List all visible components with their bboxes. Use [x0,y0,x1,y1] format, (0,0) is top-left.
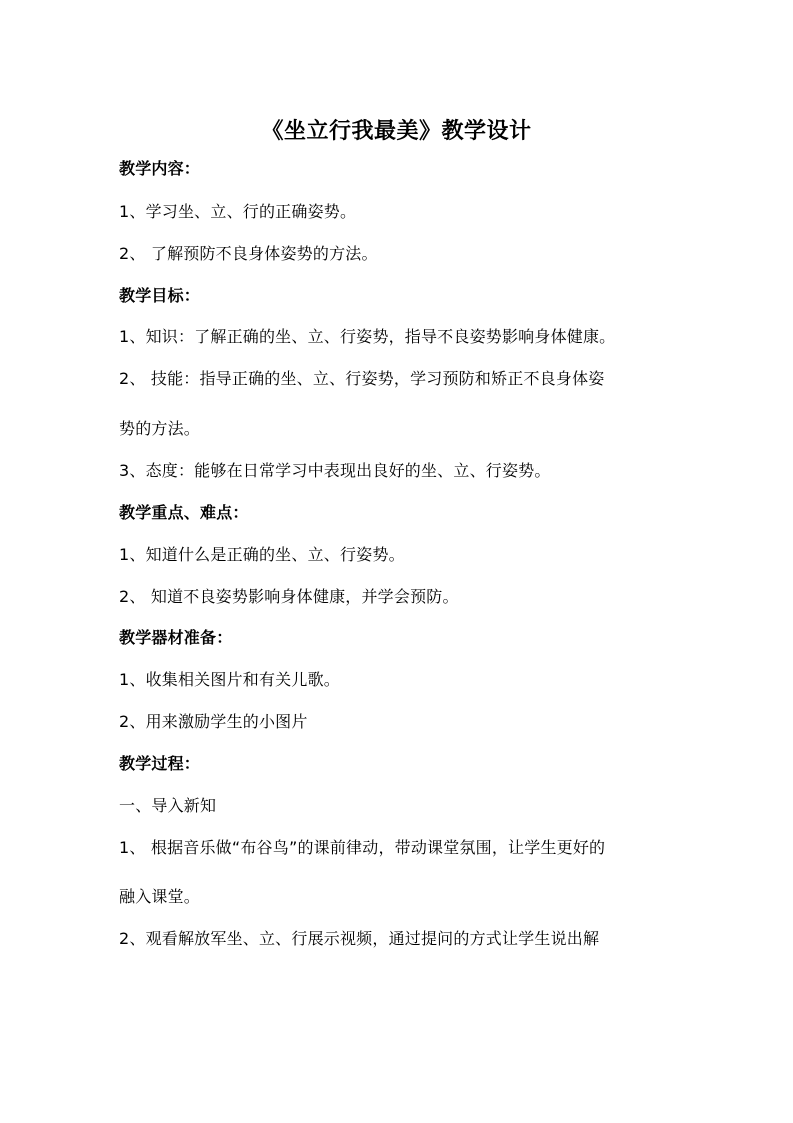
paragraph-line: 2、 技能：指导正确的坐、立、行姿势，学习预防和矫正不良身体姿 [119,369,605,388]
paragraph-line: 1、知识：了解正确的坐、立、行姿势，指导不良姿势影响身体健康。 [119,327,616,346]
paragraph-line: 2、 了解预防不良身体姿势的方法。 [119,244,378,263]
section-heading-content: 教学内容： [119,159,201,178]
paragraph-line: 2、 知道不良姿势影响身体健康，并学会预防。 [119,587,459,606]
paragraph-line: 一、导入新知 [119,796,217,815]
section-heading-key-points: 教学重点、难点： [119,503,249,522]
paragraph-line: 1、学习坐、立、行的正确姿势。 [119,202,357,221]
section-heading-objectives: 教学目标： [119,286,201,305]
paragraph-line: 2、用来激励学生的小图片 [119,712,308,731]
section-heading-materials: 教学器材准备： [119,628,233,647]
document-title: 《坐立行我最美》教学设计 [261,119,532,144]
paragraph-line: 势的方法。 [119,419,201,438]
paragraph-line: 1、知道什么是正确的坐、立、行姿势。 [119,545,405,564]
section-heading-process: 教学过程： [119,754,201,773]
paragraph-line: 3、态度：能够在日常学习中表现出良好的坐、立、行姿势。 [119,461,551,480]
paragraph-line: 融入课堂。 [119,887,201,906]
paragraph-line: 1、 根据音乐做“布谷鸟”的课前律动，带动课堂氛围，让学生更好的 [119,838,606,857]
paragraph-line: 2、观看解放军坐、立、行展示视频，通过提问的方式让学生说出解 [119,929,600,948]
paragraph-line: 1、收集相关图片和有关儿歌。 [119,670,340,689]
